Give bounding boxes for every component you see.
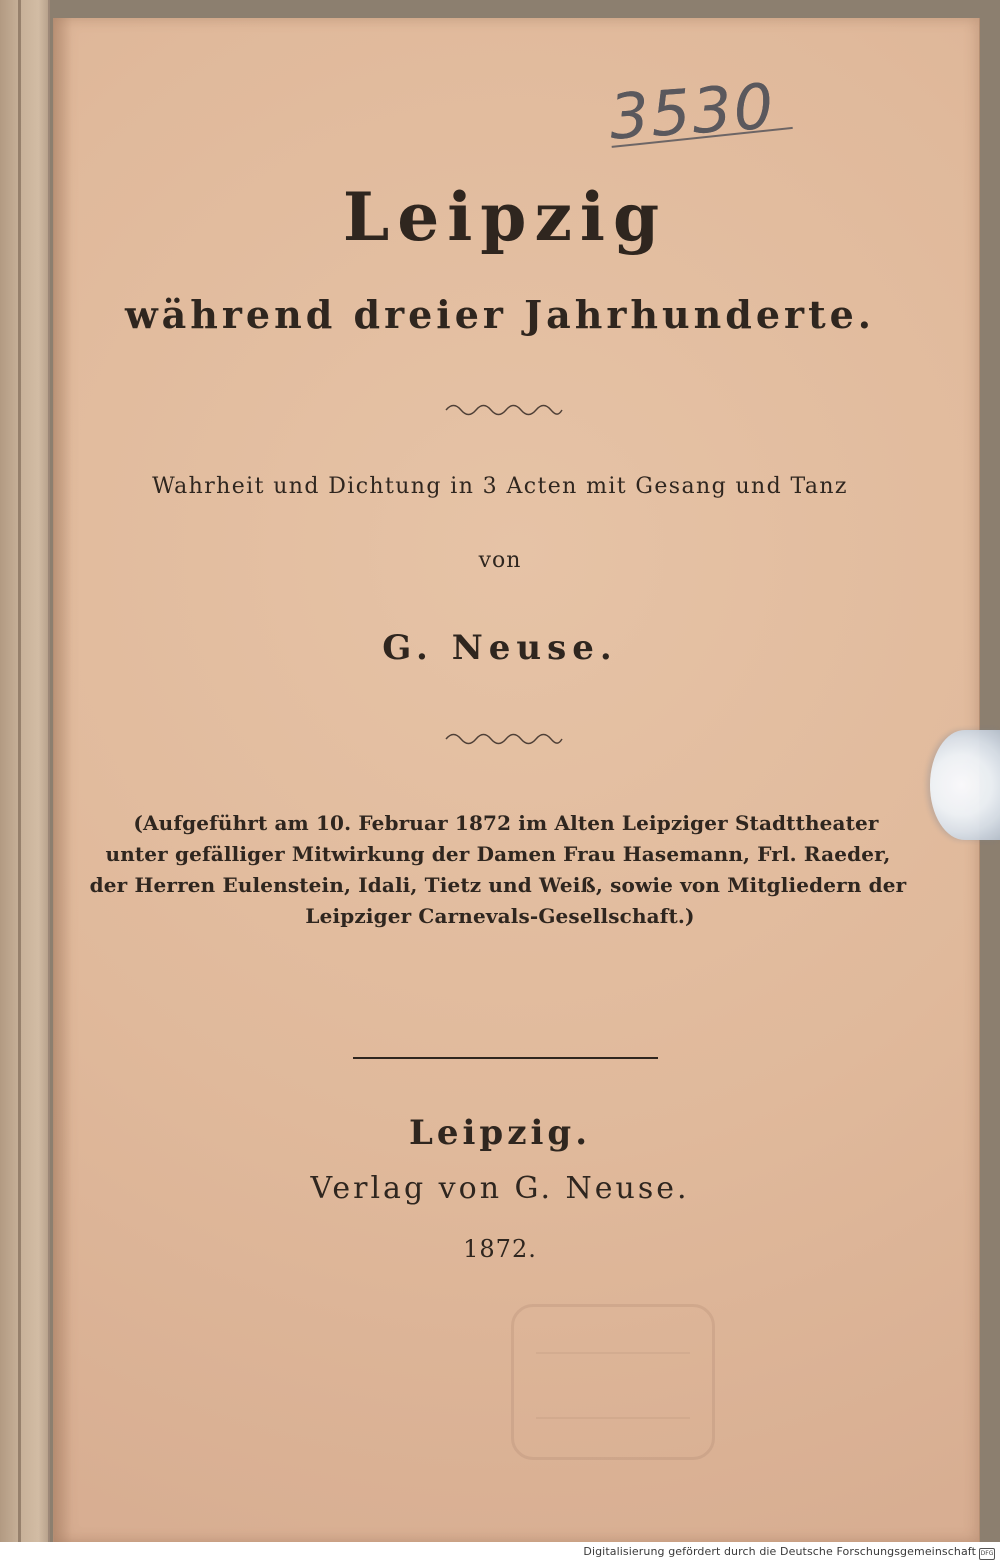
wave-ornament-icon <box>444 402 564 417</box>
imprint-publisher: Verlag von G. Neuse. <box>310 1171 690 1206</box>
performance-line: (Aufgeführt am 10. Februar 1872 im Alten Leipziger Stadttheater <box>133 811 879 835</box>
dfg-logo-icon: DFG <box>979 1548 995 1560</box>
performance-line: unter gefälliger Mitwirkung der Damen Frau Hasemann, Frl. Raeder, <box>105 842 891 866</box>
performance-note <box>0 808 1000 932</box>
horizontal-rule <box>353 1057 658 1059</box>
imprint-place: Leipzig. <box>408 1113 592 1153</box>
performance-line: der Herren Eulenstein, Idali, Tietz und Weiß, sowie von Mitgliedern der <box>89 873 907 897</box>
performance-line: Leipziger Carnevals-Gesellschaft.) <box>305 904 695 928</box>
book-subtitle: während dreier Jahrhunderte. <box>124 292 876 337</box>
faded-library-stamp <box>511 1304 715 1460</box>
play-description: Wahrheit und Dichtung in 3 Acten mit Gesang und Tanz <box>152 474 848 499</box>
wave-ornament-icon <box>444 731 564 746</box>
shelfmark-number: 3530 <box>607 69 778 154</box>
book-title: Leipzig <box>342 178 668 256</box>
handwritten-shelfmark <box>607 69 807 166</box>
author-name: G. Neuse. <box>382 628 618 668</box>
digitization-credit: Digitalisierung gefördert durch die Deutsche Forschungsgemeinschaft <box>583 1545 976 1558</box>
imprint-year: 1872. <box>463 1235 537 1263</box>
paper-clip-icon <box>930 730 1000 840</box>
byline-word: von <box>478 548 522 573</box>
